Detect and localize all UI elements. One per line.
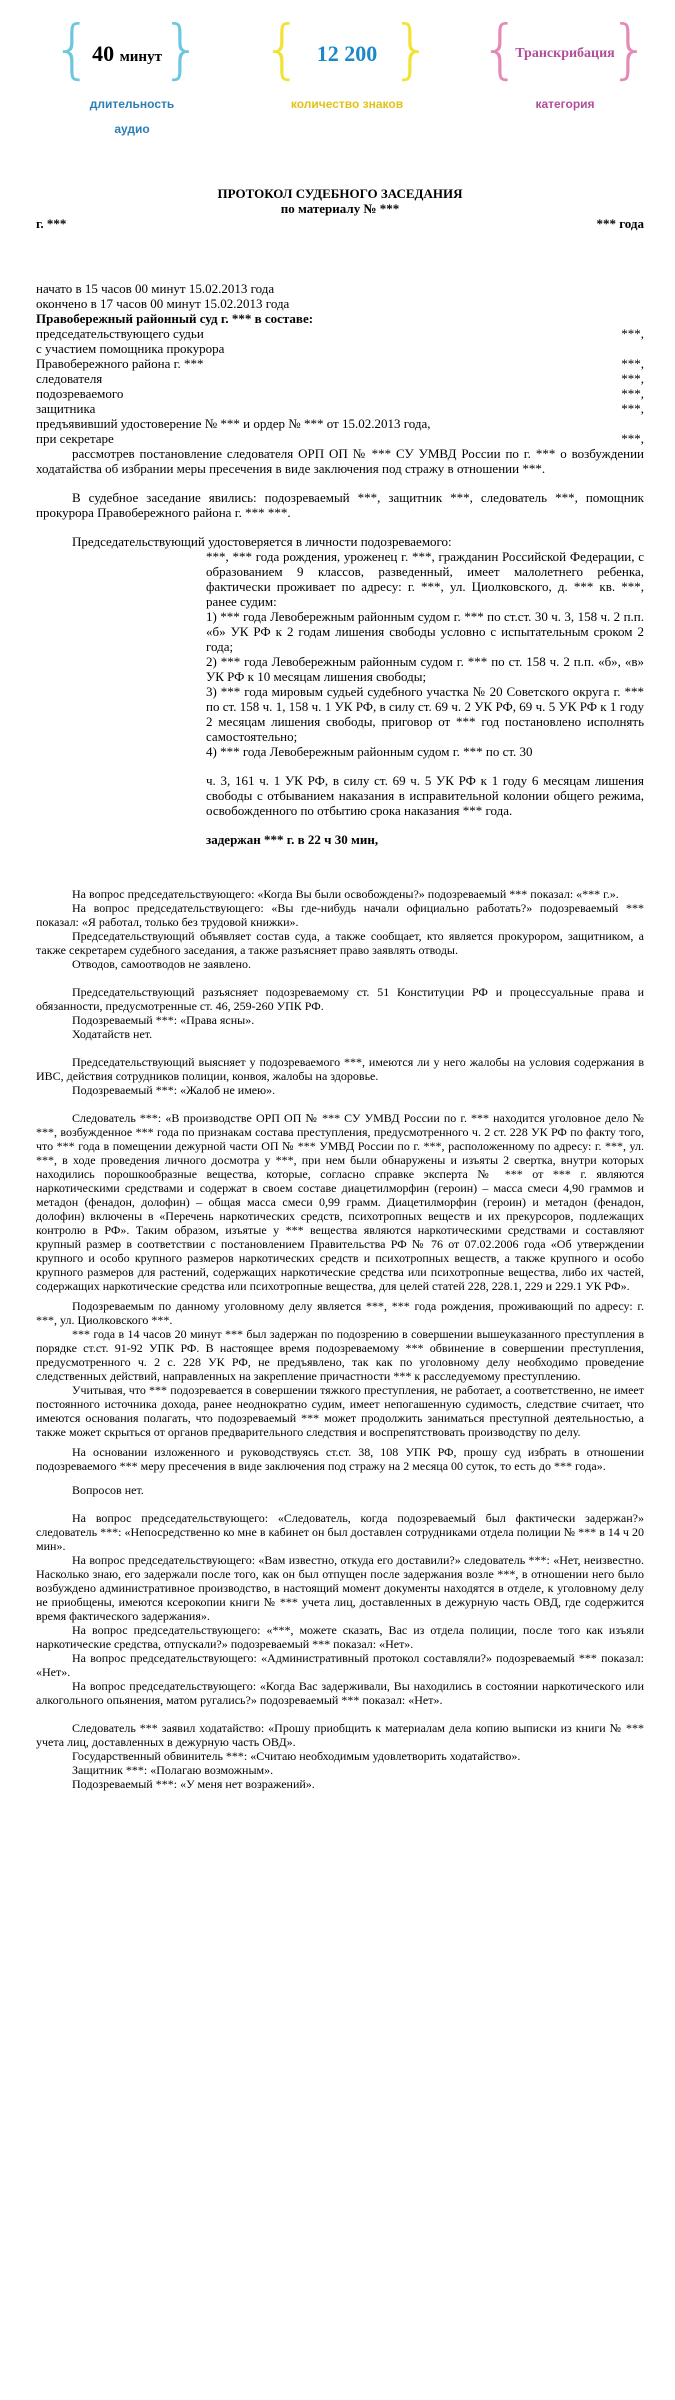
suspect-paragraph: Подозреваемым по данному уголовному делу является ***, *** года рождения, проживающий по адресу: г. ***, ул. Циолковского ***. bbox=[36, 1299, 644, 1327]
suspect-last: Подозреваемый ***: «У меня нет возражений». bbox=[72, 1777, 315, 1791]
comp-row: при секретаре ***, bbox=[36, 431, 644, 446]
start-time: начато в 15 часов 00 минут 15.02.2013 года bbox=[36, 281, 275, 296]
question-1: На вопрос председательствующего: «Следователь, когда подозреваемый был фактически задержан?» следователь ***: «Непосредственно ко мне в кабинет он был доставлен сотрудниками отдела полиции № *** в 14 ч 20 мин». bbox=[36, 1511, 644, 1553]
duration-label-2: аудио bbox=[114, 122, 150, 136]
doc-subtitle: по материалу № *** bbox=[280, 201, 400, 216]
left-brace-icon: { bbox=[480, 13, 521, 87]
appeared-paragraph: В судебное заседание явились: подозреваемый ***, защитник ***, следователь ***, помощник прокурора Правобережного района г. *** ***. bbox=[36, 490, 644, 520]
no-questions: Вопросов нет. bbox=[72, 1483, 144, 1497]
investigator-statement: Следователь ***: «В производстве ОРП ОП № *** СУ УМВД России по г. *** находится уголовное дело № ***, возбужденное *** года по признакам состава преступления, предусмотренного ч. 2 ст. 228 УК РФ по факту того, что *** года в помещении дежурной части ОП № *** УМВД России по г. ***, расположенному по адресу: г. ***, ул. ***, в ходе проведения личного досмотра у ***, при нем были обнаружены и изъяты 2 свертка, внутри которых находились порошкообразные вещества, которые, согласно справке эксперта № *** от *** г. являются наркотическими средствами и содержат в своем составе диацетилморфин (героин) – масса смеси 4,90 граммов и метадон (фенадон, долофин) – общая масса смеси 0,99 грамм. Диацетилморфин (героин) и метадон (фенадон, долофин) включены в «Перечень наркотических средств, психотропных веществ и их прекурсоров, подлежащих контролю в РФ». Таким образом, изъятые у *** вещества являются наркотическими средствами и составляют крупный размер в соответствии с постановлением Правительства РФ № 76 от 07.02.2006 года «Об утверждении крупного и особо крупного размеров наркотических средств и психотропных веществ, а также крупного и особо крупного размеров для растений, содержащих наркотические средства или психотропные вещества, либо их частей, содержащих наркотические средства или психотропные вещества, для целей статей 228, 228.1, 229 и 229.1 УК РФ». bbox=[36, 1111, 644, 1293]
complaints-question: Председательствующий выясняет у подозреваемого ***, имеются ли у него жалобы на условия содержания в ИВС, действия сотрудников полиции, конвоя, жалобы на здоровье. bbox=[36, 1055, 644, 1083]
conviction-2: 2) *** года Левобережным районным судом г. *** по ст. 158 ч. 2 п.п. «б», «в» УК РФ к 10 месяцам лишения свободы; bbox=[206, 654, 644, 684]
category-label: категория bbox=[535, 97, 595, 111]
duration-value: 40 bbox=[92, 41, 115, 66]
city: г. *** bbox=[36, 216, 67, 231]
comp-row: следователя ***, bbox=[36, 371, 644, 386]
duration-unit: минут bbox=[119, 49, 162, 65]
place-date-row bbox=[36, 216, 644, 231]
defender-opinion: Защитник ***: «Полагаю возможным». bbox=[72, 1763, 274, 1777]
detained-line: задержан *** г. в 22 ч 30 мин, bbox=[206, 832, 379, 847]
doc-title: ПРОТОКОЛ СУДЕБНОГО ЗАСЕДАНИЯ bbox=[217, 186, 463, 201]
no-motions: Ходатайств нет. bbox=[72, 1027, 153, 1041]
chars-value: 12 200 bbox=[316, 41, 378, 66]
question-work: На вопрос председательствующего: «Вы где-нибудь начали официально работать?» подозреваемый *** показал: «Я работал, только без трудовой книжки». bbox=[36, 901, 644, 929]
chars-label: количество знаков bbox=[290, 97, 404, 111]
rights-paragraph: Председательствующий разъясняет подозреваемому ст. 51 Конституции РФ и процессуальные права и обязанности, предусмотренные ст. 46, 259-260 УПК РФ. bbox=[36, 985, 644, 1013]
comp-row: Правобережного района г. *** ***, bbox=[36, 356, 644, 371]
comp-row: предъявивший удостоверение № *** и ордер № *** от 15.02.2013 года, bbox=[36, 416, 431, 431]
end-time: окончено в 17 часов 00 минут 15.02.2013 года bbox=[36, 296, 290, 311]
question-2: На вопрос председательствующего: «Вам известно, откуда его доставили?» следователь ***: «Нет, неизвестно. Насколько знаю, его задержали после того, как он был отпущен после задержания возле ***, в отношении него было возбуждено административное производство, в настоящий момент документы находятся в отделе, к уголовному делу не приобщены, имеются ксерокопии книги № *** учета лиц, доставленных в дежурную часть ОВД, где содержится время фактического задержания». bbox=[36, 1553, 644, 1623]
question-4: На вопрос председательствующего: «Административный протокол составляли?» подозреваемый *** показал: «Нет». bbox=[36, 1651, 644, 1679]
suspect-clear: Подозреваемый ***: «Права ясны». bbox=[72, 1013, 255, 1027]
prosecutor-opinion: Государственный обвинитель ***: «Считаю необходимым удовлетворить ходатайство». bbox=[72, 1749, 521, 1763]
conviction-4a: 4) *** года Левобережным районным судом г. *** по ст. 30 bbox=[206, 744, 533, 759]
considering-paragraph: Учитывая, что *** подозревается в совершении тяжкого преступления, не работает, а соответственно, не имеет постоянного источника дохода, ранее неоднократно судим, имеет непогашенную судимость, следствие считает, что имеются основания полагать, что подозреваемый *** может продолжить заниматься преступной деятельностью, а также может скрыться от органов предварительного следствия и воспрепятствовать производству по делу. bbox=[36, 1383, 644, 1439]
identity-block: ***, *** года рождения, уроженец г. ***, гражданин Российской Федерации, с образованием 9 классов, разведенный, имеет малолетнего ребенка, фактически проживает по адресу: г. ***, ул. Циолковского, д. *** кв. ***, ранее судим: bbox=[206, 549, 644, 609]
identity-intro: Председательствующий удостоверяется в личности подозреваемого: bbox=[72, 534, 452, 549]
court-composition-heading: Правобережный районный суд г. *** в составе: bbox=[36, 311, 314, 326]
year: *** года bbox=[596, 216, 644, 231]
left-brace-icon: { bbox=[262, 13, 303, 87]
comp-row: защитника ***, bbox=[36, 401, 644, 416]
right-brace-icon: } bbox=[609, 13, 650, 87]
comp-row: подозреваемого ***, bbox=[36, 386, 644, 401]
category-value: Транскрибация bbox=[515, 46, 615, 61]
conviction-1: 1) *** года Левобережным районным судом г. *** по ст.ст. 30 ч. 3, 158 ч. 2 п.п. «б» УК РФ к 2 годам лишения свободы условно с испытательным сроком 2 года; bbox=[206, 609, 644, 654]
left-brace-icon: { bbox=[52, 13, 93, 87]
request-paragraph: На основании изложенного и руководствуясь ст.ст. 38, 108 УПК РФ, прошу суд избрать в отношении подозреваемого *** меру пресечения в виде заключения под стражу на 2 месяца 00 суток, то есть до *** года». bbox=[36, 1445, 644, 1473]
question-3: На вопрос председательствующего: «***, можете сказать, Вас из отдела полиции, после того как изъяли наркотические средства, отпускали?» подозреваемый *** показал: «Нет». bbox=[36, 1623, 644, 1651]
conviction-4b: ч. 3, 161 ч. 1 УК РФ, в силу ст. 69 ч. 5 УК РФ к 1 году 6 месяцам лишения свободы с отбыванием наказания в исправительной колонии общего режима, освобожденного по отбытию срока наказания *** года. bbox=[206, 773, 644, 818]
considered-paragraph: рассмотрев постановление следователя ОРП ОП № *** СУ УМВД России по г. *** о возбуждении ходатайства об избрании меры пресечения в виде заключения под стражу в отношении ***. bbox=[36, 446, 644, 476]
chars-badge bbox=[262, 13, 432, 90]
arrest-paragraph: *** года в 14 часов 20 минут *** был задержан по подозрению в совершении вышеуказанного преступления в порядке ст.ст. 91-92 УПК РФ. В настоящее время подозреваемому *** обвинение в совершении преступления, предусмотренного ч. 2 с. 228 УК РФ, не предъявлено, так как по уголовному делу необходимо проведение следственных действий, направленных на закрепление причастности *** к расследуемому преступлению. bbox=[36, 1327, 644, 1383]
complaints-answer: Подозреваемый ***: «Жалоб не имею». bbox=[72, 1083, 276, 1097]
no-challenges: Отводов, самоотводов не заявлено. bbox=[72, 957, 251, 971]
right-brace-icon: } bbox=[391, 13, 432, 87]
motion-paragraph: Следователь *** заявил ходатайство: «Прошу приобщить к материалам дела копию выписки из книги № *** учета лиц, доставленных в дежурную часть ОВД». bbox=[36, 1721, 644, 1749]
right-brace-icon: } bbox=[161, 13, 202, 87]
protocol-document bbox=[36, 186, 644, 1791]
conviction-3: 3) *** года мировым судьей судебного участка № 20 Советского округа г. *** по ст. 158 ч. 1, 158 ч. 1 УК РФ, в силу ст. 69 ч. 2 УК РФ, 69 ч. 5 УК РФ к 1 году 2 месяцам лишения свободы, приговор от *** год постановлено исполнять самостоятельно; bbox=[206, 684, 644, 744]
header-badges bbox=[0, 0, 675, 150]
question-release: На вопрос председательствующего: «Когда Вы были освобождены?» подозреваемый *** показал: «*** г.». bbox=[72, 887, 619, 901]
comp-row: с участием помощника прокурора bbox=[36, 341, 225, 356]
comp-row: председательствующего судьи ***, bbox=[36, 326, 644, 341]
composition-paragraph: Председательствующий объявляет состав суда, а также сообщает, кто является прокурором, защитником, а также секретарем судебного заседания, а также разъясняет право заявлять отводы. bbox=[36, 929, 644, 957]
question-5: На вопрос председательствующего: «Когда Вас задерживали, Вы находились в состоянии наркотического или алкогольного опьянения, матом ругались?» подозреваемый *** показал: «Нет». bbox=[36, 1679, 644, 1707]
category-badge bbox=[480, 13, 650, 90]
duration-badge bbox=[52, 13, 202, 90]
duration-label: длительность bbox=[89, 97, 175, 111]
